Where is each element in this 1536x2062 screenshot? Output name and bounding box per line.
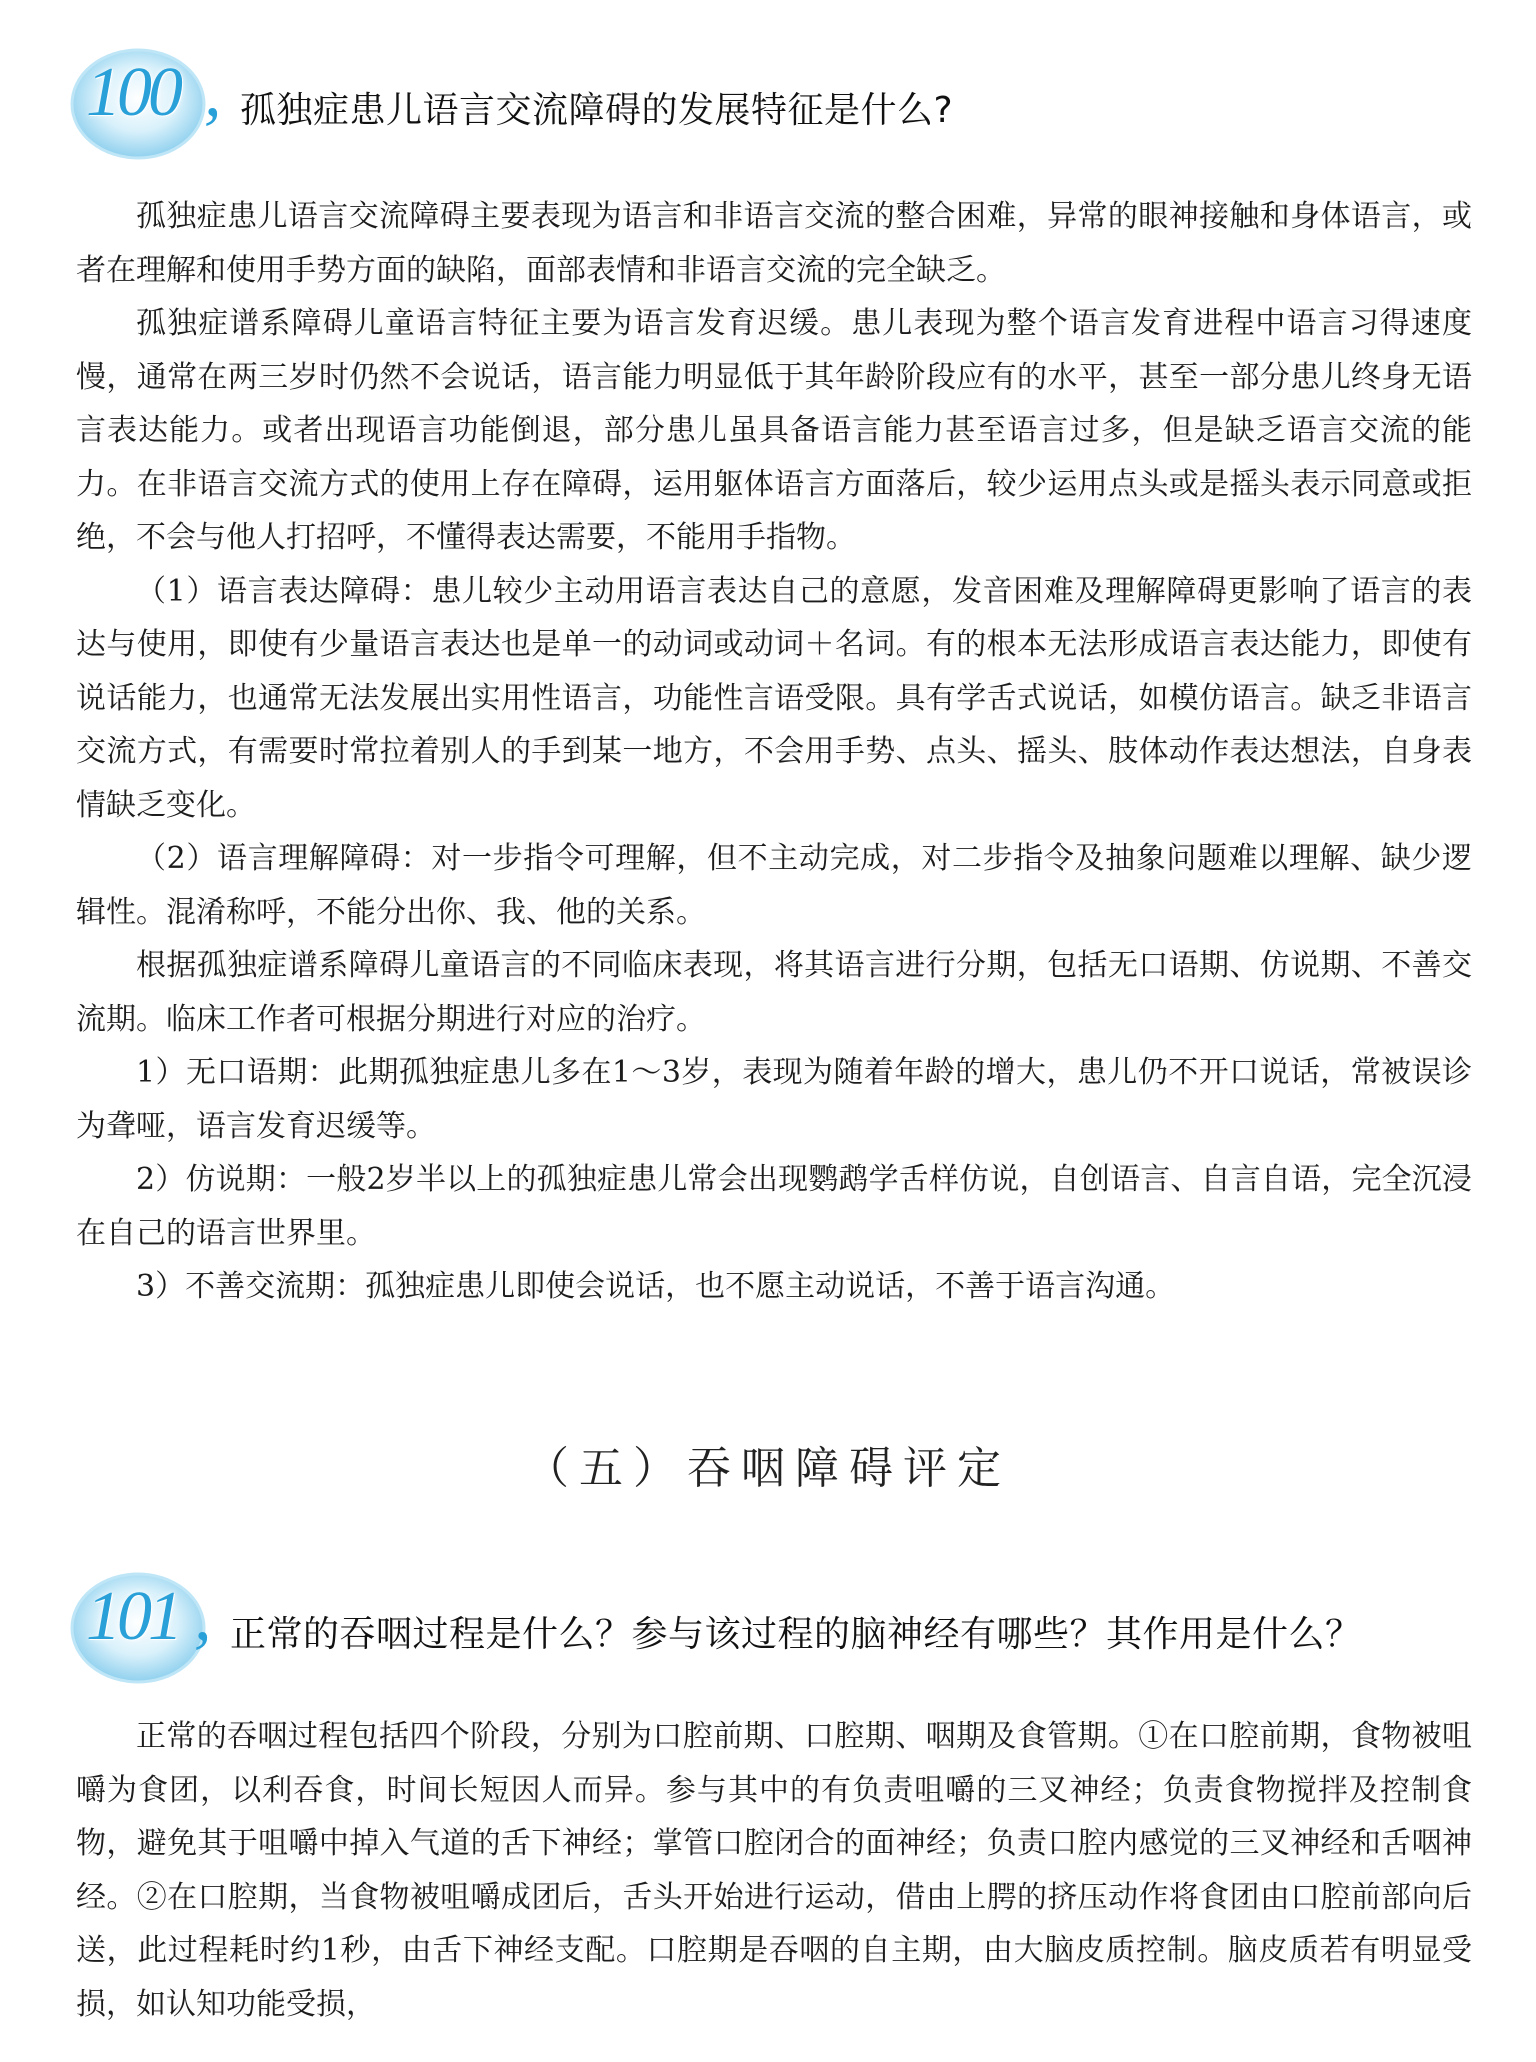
question-number-dot: , [194, 1578, 212, 1655]
question-101-header [68, 1568, 1488, 1688]
section-title: （五）吞咽障碍评定 [525, 1443, 1011, 1494]
paragraph: 正常的吞咽过程包括四个阶段，分别为口腔前期、口腔期、咽期及食管期。①在口腔前期，食物被咀嚼为食团，以利吞食，时间长短因人而异。参与其中的有负责咀嚼的三叉神经；负责食物搅拌及控制食物，避免其于咀嚼中掉入气道的舌下神经；掌管口腔闭合的面神经；负责口腔内感觉的三叉神经和舌咽神经。②在口腔期，当食物被咀嚼成团后，舌头开始进行运动，借由上腭的挤压动作将食团由口腔前部向后送，此过程耗时约1秒，由舌下神经支配。口腔期是吞咽的自主期，由大脑皮质控制。脑皮质若有明显受损，如认知功能受损， [76, 1719, 1472, 2022]
paragraph: 3）不善交流期：孤独症患儿即使会说话，也不愿主动说话，不善于语言沟通。 [136, 1269, 1176, 1304]
paragraph: 根据孤独症谱系障碍儿童语言的不同临床表现，将其语言进行分期，包括无口语期、仿说期、不善交流期。临床工作者可根据分期进行对应的治疗。 [76, 948, 1472, 1037]
paragraph: 孤独症患儿语言交流障碍主要表现为语言和非语言交流的整合困难，异常的眼神接触和身体语言，或者在理解和使用手势方面的缺陷，面部表情和非语言交流的完全缺乏。 [76, 199, 1472, 288]
question-100-body [76, 190, 1472, 1314]
paragraph: 孤独症谱系障碍儿童语言特征主要为语言发育迟缓。患儿表现为整个语言发育进程中语言习得速度慢，通常在两三岁时仍然不会说话，语言能力明显低于其年龄阶段应有的水平，甚至一部分患儿终身无语言表达能力。或者出现语言功能倒退，部分患儿虽具备语言能力甚至语言过多，但是缺乏语言交流的能力。在非语言交流方式的使用上存在障碍，运用躯体语言方面落后，较少运用点头或是摇头表示同意或拒绝，不会与他人打招呼，不懂得表达需要，不能用手指物。 [76, 306, 1472, 555]
question-number: 100 [86, 54, 179, 131]
question-title: 孤独症患儿语言交流障碍的发展特征是什么? [240, 90, 954, 131]
question-number: 101 [86, 1578, 179, 1655]
question-100-header [68, 44, 1488, 164]
paragraph: 1）无口语期：此期孤独症患儿多在1～3岁，表现为随着年龄的增大，患儿仍不开口说话，常被误诊为聋哑，语言发育迟缓等。 [76, 1055, 1472, 1144]
paragraph: 2）仿说期：一般2岁半以上的孤独症患儿常会出现鹦鹉学舌样仿说，自创语言、自言自语，完全沉浸在自己的语言世界里。 [76, 1162, 1472, 1251]
question-title: 正常的吞咽过程是什么？参与该过程的脑神经有哪些？其作用是什么？ [230, 1614, 1362, 1655]
question-101-body [76, 1710, 1472, 2031]
paragraph: （1）语言表达障碍：患儿较少主动用语言表达自己的意愿，发音困难及理解障碍更影响了语言的表达与使用，即使有少量语言表达也是单一的动词或动词＋名词。有的根本无法形成语言表达能力，即使有说话能力，也通常无法发展出实用性语言，功能性言语受限。具有学舌式说话，如模仿语言。缺乏非语言交流方式，有需要时常拉着别人的手到某一地方，不会用手势、点头、摇头、肢体动作表达想法，自身表情缺乏变化。 [76, 573, 1472, 823]
paragraph: （2）语言理解障碍：对一步指令可理解，但不主动完成，对二步指令及抽象问题难以理解、缺少逻辑性。混淆称呼，不能分出你、我、他的关系。 [76, 841, 1472, 930]
question-number-dot: , [204, 54, 222, 131]
